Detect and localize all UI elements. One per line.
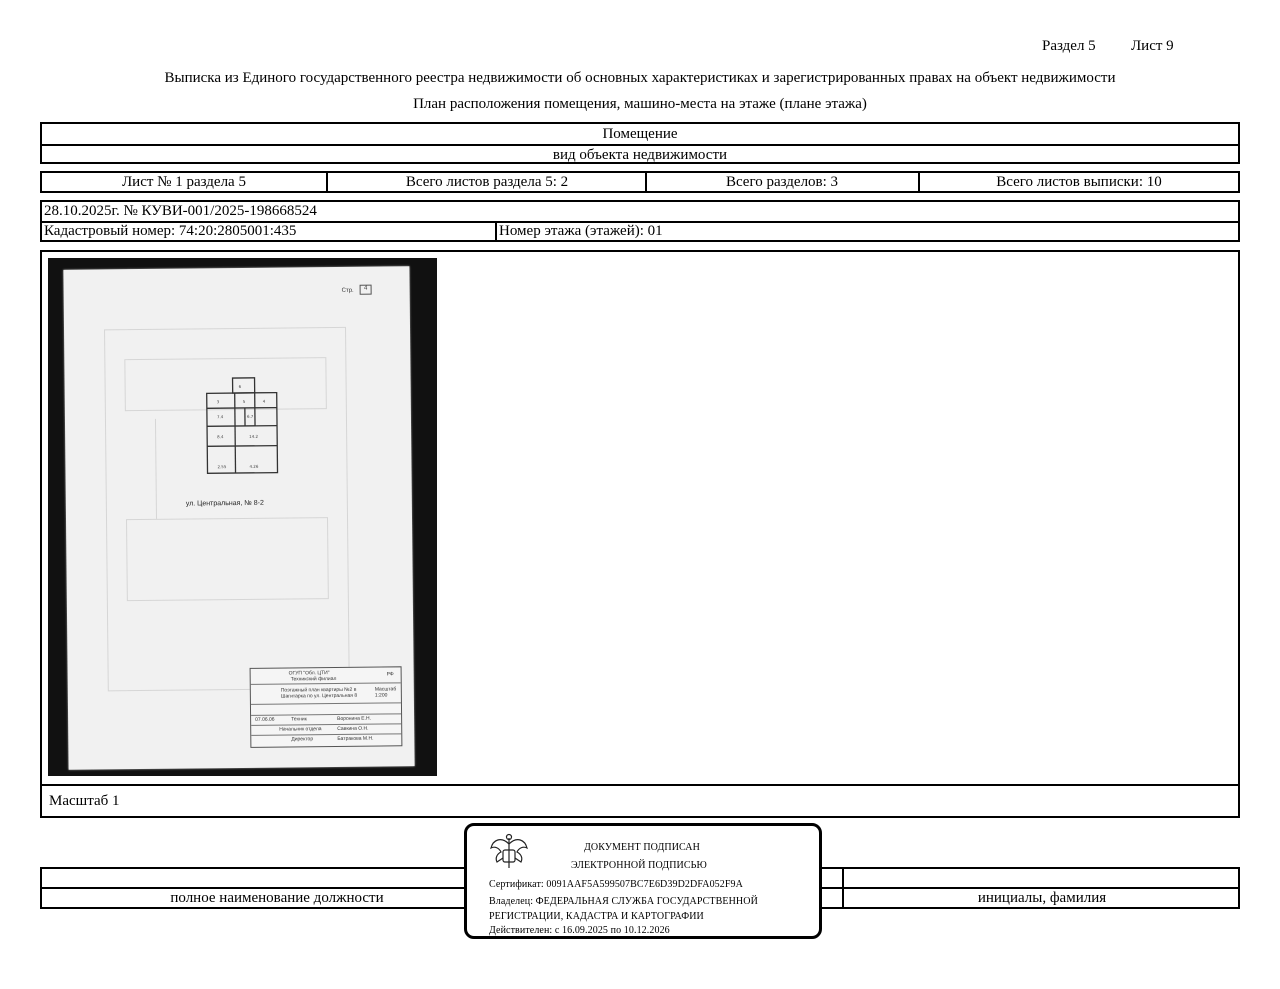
e-sign-owner2: РЕГИСТРАЦИИ, КАДАСТРА И КАРТОГРАФИИ <box>489 911 704 922</box>
e-sign-valid: Действителен: с 16.09.2025 по 10.12.2026 <box>489 925 670 936</box>
plan-address: ул. Центральная, № 8-2 <box>185 499 264 508</box>
svg-text:3: 3 <box>216 399 220 405</box>
svg-text:14.2: 14.2 <box>249 433 259 439</box>
cadastral-number: Кадастровый номер: 74:20:2805001:435 <box>44 223 297 239</box>
title-block-scale: Масштаб 1:200 <box>374 686 397 699</box>
title-block-rf: РФ <box>386 671 394 678</box>
e-sign-owner1: Владелец: ФЕДЕРАЛЬНАЯ СЛУЖБА ГОСУДАРСТВЕННОЙ <box>489 896 758 907</box>
initials-caption: инициалы, фамилия <box>977 890 1107 906</box>
position-caption: полное наименование должности <box>170 890 384 906</box>
object-type: Помещение <box>602 126 678 142</box>
svg-text:5: 5 <box>242 398 246 404</box>
plan-title-block <box>250 666 403 748</box>
page-number: 4 <box>360 285 372 295</box>
e-sign-line1: ДОКУМЕНТ ПОДПИСАН <box>584 842 700 853</box>
title-block-role2: Начальник отдела <box>279 726 322 733</box>
sheet-label: Лист 9 <box>1131 38 1174 54</box>
title-block-dept: Техникский филиал <box>290 675 337 683</box>
scale-label: Масштаб 1 <box>49 793 120 809</box>
floor-plan-drawing <box>204 368 285 479</box>
sheets-row <box>40 171 1240 193</box>
document-subtitle: План расположения помещения, машино-места на этаже (плане этажа) <box>413 96 867 112</box>
title-block-name1: Воронина Е.Н. <box>337 715 372 722</box>
title-block-name3: Батракова М.Н. <box>337 735 374 742</box>
sheet-of-section: Лист № 1 раздела 5 <box>122 173 246 190</box>
title-block-doc: Поэтажный план квартиры №2 в Шагитарка по ул. Центральная 8 <box>280 686 358 700</box>
title-block-role3: Директор <box>291 736 314 743</box>
floor-number: Номер этажа (этажей): 01 <box>499 223 663 239</box>
svg-text:4.26: 4.26 <box>249 463 259 469</box>
title-block-org: ОГУП "Обл. ЦТИ" <box>288 670 330 677</box>
title-block-role1: Техник <box>291 716 307 723</box>
title-block-name2: Савкина О.Н. <box>337 725 369 732</box>
svg-text:6: 6 <box>238 383 242 389</box>
svg-text:8.4: 8.4 <box>217 434 224 440</box>
doc-info-box <box>40 200 1240 242</box>
floor-plan-image <box>48 258 437 776</box>
svg-text:7.4: 7.4 <box>216 414 224 420</box>
section-label: Раздел 5 <box>1042 38 1096 54</box>
total-sheets-section: Всего листов раздела 5: 2 <box>405 173 569 190</box>
svg-text:2.55: 2.55 <box>217 464 227 470</box>
emblem-icon <box>487 832 531 872</box>
date-number: 28.10.2025г. № КУВИ-001/2025-198668524 <box>44 203 317 219</box>
object-type-caption: вид объекта недвижимости <box>552 147 728 163</box>
e-sign-line2: ЭЛЕКТРОННОЙ ПОДПИСЬЮ <box>571 860 707 871</box>
svg-text:4: 4 <box>262 398 266 404</box>
e-sign-certificate: Сертификат: 0091AAF5A599507BC7E6D39D2DFA052F9A <box>489 879 743 890</box>
object-type-box <box>40 122 1240 164</box>
plan-paper <box>63 266 414 770</box>
total-sheets-extract: Всего листов выписки: 10 <box>996 173 1162 190</box>
total-sections: Всего разделов: 3 <box>725 173 839 190</box>
page-label: Стр. <box>341 287 354 294</box>
electronic-signature-stamp <box>464 823 822 939</box>
title-block-date: 07.06.06 <box>255 716 275 723</box>
document-title: Выписка из Единого государственного реестра недвижимости об основных характеристиках и зарегистрированных правах на объект недвижимости <box>164 70 1116 86</box>
svg-text:6.7: 6.7 <box>246 413 254 419</box>
